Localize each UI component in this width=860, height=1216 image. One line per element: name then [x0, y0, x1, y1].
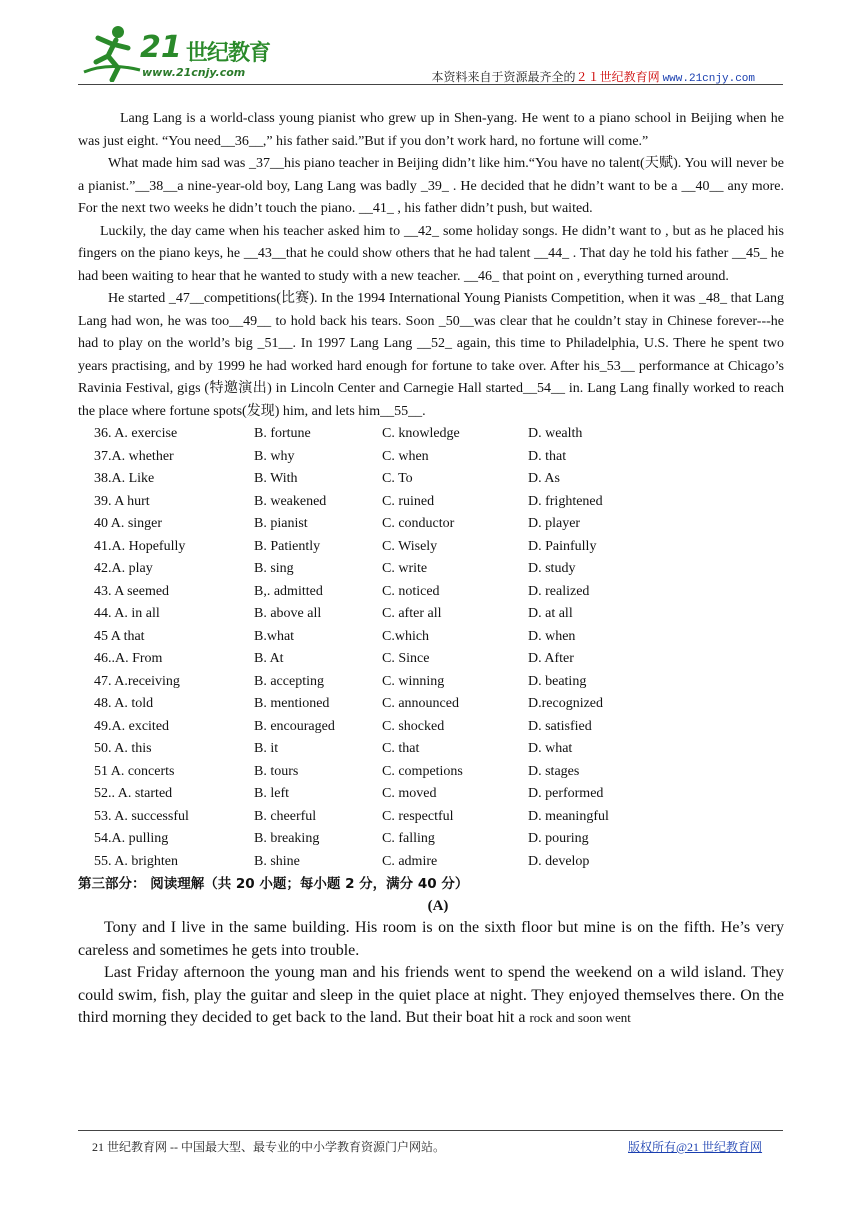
reading-paragraph-2-tail: rock and soon went — [529, 1010, 631, 1025]
option-choice: C. that — [382, 741, 420, 756]
option-choice: B. why — [254, 448, 295, 464]
option-choice: C. write — [382, 561, 428, 576]
option-row — [78, 558, 784, 581]
option-choice: D. wealth — [528, 426, 583, 441]
option-choice: D. what — [528, 741, 573, 756]
document-body — [78, 108, 784, 1030]
logo-url: www.21cnjy.com — [142, 66, 246, 79]
reading-paragraph-2 — [78, 962, 784, 1030]
option-choice: 36. A. exercise — [94, 426, 178, 441]
option-choice: 42.A. play — [94, 561, 153, 576]
option-row — [78, 536, 784, 559]
option-row — [78, 626, 784, 649]
option-choice: C. admire — [382, 853, 438, 869]
option-choice: C. Since — [382, 651, 430, 666]
option-choice: 53. A. successful — [94, 808, 189, 824]
option-row — [78, 446, 784, 469]
option-row — [78, 806, 784, 829]
option-choice: B. it — [254, 741, 279, 756]
option-choice: D. meaningful — [528, 808, 609, 824]
option-choice: D. study — [528, 561, 576, 576]
option-choice: C.which — [382, 628, 430, 644]
passage-paragraph-4: He started _47__competitions(比赛). In the 1994 International Young Pianists Competition, when it was _48_ that Lang Lang had won, he was too__49__ to hold back his tears. Soon _50__was clear that he couldn’t stay in Chinese forever---he had to play on the world’s big _51__. In 1997 Lang Lang __52_ again, this time to Philadelphia, U.S. There he spent two years practising, and by 1999 he had worked hard enough for fortune to take over. After his_53__ performance at Chicago’s Ravinia Festival, gigs (特邀演出) in Lincoln Center and Carnegie Hall started__54__ in. Lang Lang finally worked to reach the place where fortune spots(发现) him, and lets him__55__. — [78, 291, 784, 419]
option-choice: B. encouraged — [254, 718, 335, 734]
option-choice: 43. A seemed — [94, 583, 170, 599]
option-choice: D. After — [528, 651, 574, 666]
option-choice: B.what — [254, 628, 295, 644]
source-line — [432, 68, 755, 85]
option-row — [78, 603, 784, 626]
option-choice: D.recognized — [528, 696, 604, 711]
section-title: 第三部分： 阅读理解（共 20 小题；每小题 2 分，满分 40 分） — [78, 876, 469, 892]
option-choice: D. As — [528, 471, 560, 486]
option-row — [78, 716, 784, 739]
passage-paragraph-1: Lang Lang is a world-class young pianist who grew up in Shen-yang. He went to a piano school in Beijing when he was just eight. “You need__36__,” his father said.”But if you don’t work hard, no fortune will come.” — [78, 111, 784, 149]
option-row — [78, 761, 784, 784]
option-row — [78, 468, 784, 491]
option-row — [78, 671, 784, 694]
source-brand: ２１世纪教育网 — [575, 70, 660, 84]
runner-icon — [78, 22, 148, 82]
option-choice: C. competions — [382, 763, 463, 779]
option-choice: D. beating — [528, 673, 587, 689]
option-choice: B. accepting — [254, 673, 324, 689]
option-choice: 50. A. this — [94, 741, 152, 756]
option-choice: B. sing — [254, 561, 294, 576]
option-choice: B. shine — [254, 853, 300, 869]
option-choice: B,. admitted — [254, 583, 323, 599]
option-choice: B. above all — [254, 606, 322, 621]
option-choice: C. knowledge — [382, 426, 460, 441]
option-choice: C. falling — [382, 831, 435, 846]
option-choice: C. announced — [382, 696, 459, 711]
option-choice: 40 A. singer — [94, 516, 163, 531]
passage-label: (A) — [427, 898, 449, 914]
option-choice: B. mentioned — [254, 696, 330, 711]
option-choice: D. performed — [528, 786, 604, 801]
option-choice: 37.A. whether — [94, 448, 174, 464]
option-choice: C. when — [382, 448, 429, 464]
option-choice: D. stages — [528, 763, 580, 779]
option-choice: C. noticed — [382, 583, 440, 599]
site-logo — [78, 22, 288, 82]
option-choice: B. left — [254, 786, 289, 801]
reading-paragraph-1: Tony and I live in the same building. His room is on the sixth floor but mine is on the fifth. He’s very careless and sometimes he gets into trouble. — [78, 919, 784, 959]
option-choice: 45 A that — [94, 628, 145, 644]
option-choice: 38.A. Like — [94, 471, 155, 486]
option-choice: D. that — [528, 448, 567, 464]
option-choice: 49.A. excited — [94, 718, 170, 734]
option-choice: D. realized — [528, 583, 590, 599]
option-choice: D. Painfully — [528, 538, 597, 554]
option-choice: C. ruined — [382, 493, 435, 509]
option-choice: B. pianist — [254, 516, 308, 531]
option-choice: D. when — [528, 628, 576, 644]
option-row — [78, 828, 784, 851]
logo-number: 21 — [140, 30, 182, 65]
source-url-link[interactable]: www.21cnjy.com — [662, 73, 755, 85]
option-choice: B. With — [254, 471, 298, 486]
option-choice: C. To — [382, 471, 413, 486]
option-choice: D. satisfied — [528, 718, 592, 734]
option-choice: C. winning — [382, 673, 445, 689]
option-choice: C. shocked — [382, 718, 445, 734]
option-choice: D. frightened — [528, 493, 603, 509]
option-choice: 46..A. From — [94, 651, 163, 666]
option-choice: D. pouring — [528, 831, 589, 846]
logo-text: 世纪教育 — [186, 41, 271, 66]
source-prefix: 本资料来自于资源最齐全的 — [431, 70, 576, 84]
footer-text: 21 世纪教育网 -- 中国最大型、最专业的中小学教育资源门户网站。 — [92, 1140, 445, 1154]
option-choice: 48. A. told — [94, 696, 154, 711]
option-choice: B. breaking — [254, 831, 320, 846]
option-choice: B. tours — [254, 763, 299, 779]
option-choice: 47. A.receiving — [94, 673, 180, 689]
option-row — [78, 513, 784, 536]
options-list — [78, 423, 784, 873]
copyright-link[interactable]: 版权所有@21 世纪教育网 — [628, 1140, 763, 1154]
option-choice: B. Patiently — [254, 538, 321, 554]
option-choice: 54.A. pulling — [94, 831, 169, 846]
page-header — [78, 22, 783, 84]
option-choice: B. weakened — [254, 493, 327, 509]
option-choice: D. at all — [528, 606, 573, 621]
option-row — [78, 851, 784, 874]
option-choice: C. conductor — [382, 516, 455, 531]
option-choice: B. cheerful — [254, 808, 317, 824]
option-row — [78, 648, 784, 671]
option-row — [78, 783, 784, 806]
option-choice: C. Wisely — [382, 538, 438, 554]
option-row — [78, 738, 784, 761]
option-choice: C. after all — [382, 606, 442, 621]
option-row — [78, 423, 784, 446]
option-choice: B. At — [254, 651, 284, 666]
option-choice: 52.. A. started — [94, 786, 173, 801]
option-choice: 39. A hurt — [94, 493, 150, 509]
passage-paragraph-3: Luckily, the day came when his teacher asked him to __42_ some holiday songs. He didn’t want to , but as he placed his fingers on the piano keys, he __43__that he could show others that he had talent __44_ . That day he told his father __45_ he had been waiting to hear that he wanted to study with a new teacher. __46_ that point on , everything turned around. — [78, 223, 784, 284]
option-row — [78, 581, 784, 604]
option-row — [78, 491, 784, 514]
passage-paragraph-2: What made him sad was _37__his piano teacher in Beijing didn’t like him.“You have no talent(天赋). You will never be a pianist.”__38__a nine-year-old boy, Lang Lang was badly _39_ . He decided that he didn’t want to be a __40__ any more. For the next two weeks he didn’t touch the piano. __41_ , his father didn’t push, but waited. — [78, 156, 784, 216]
reading-paragraph-2-text: Last Friday afternoon the young man and his friends went to spend the weekend on a wild island. They could swim, fish, play the guitar and sleep in the quiet place at night. They enjoyed themselves there. On the third morning they decided to get back to the land. But their boat hit a — [78, 964, 784, 1026]
reading-passage — [78, 917, 784, 1030]
option-row — [78, 693, 784, 716]
option-choice: C. respectful — [382, 808, 454, 824]
option-choice: C. moved — [382, 786, 437, 801]
option-choice: D. develop — [528, 853, 590, 869]
option-choice: 55. A. brighten — [94, 853, 178, 869]
option-choice: 41.A. Hopefully — [94, 538, 186, 554]
option-choice: 51 A. concerts — [94, 763, 175, 779]
header-divider — [78, 84, 783, 85]
option-choice: B. fortune — [254, 426, 311, 441]
option-choice: D. player — [528, 516, 581, 531]
footer-divider — [78, 1130, 783, 1131]
option-choice: 44. A. in all — [94, 606, 160, 621]
